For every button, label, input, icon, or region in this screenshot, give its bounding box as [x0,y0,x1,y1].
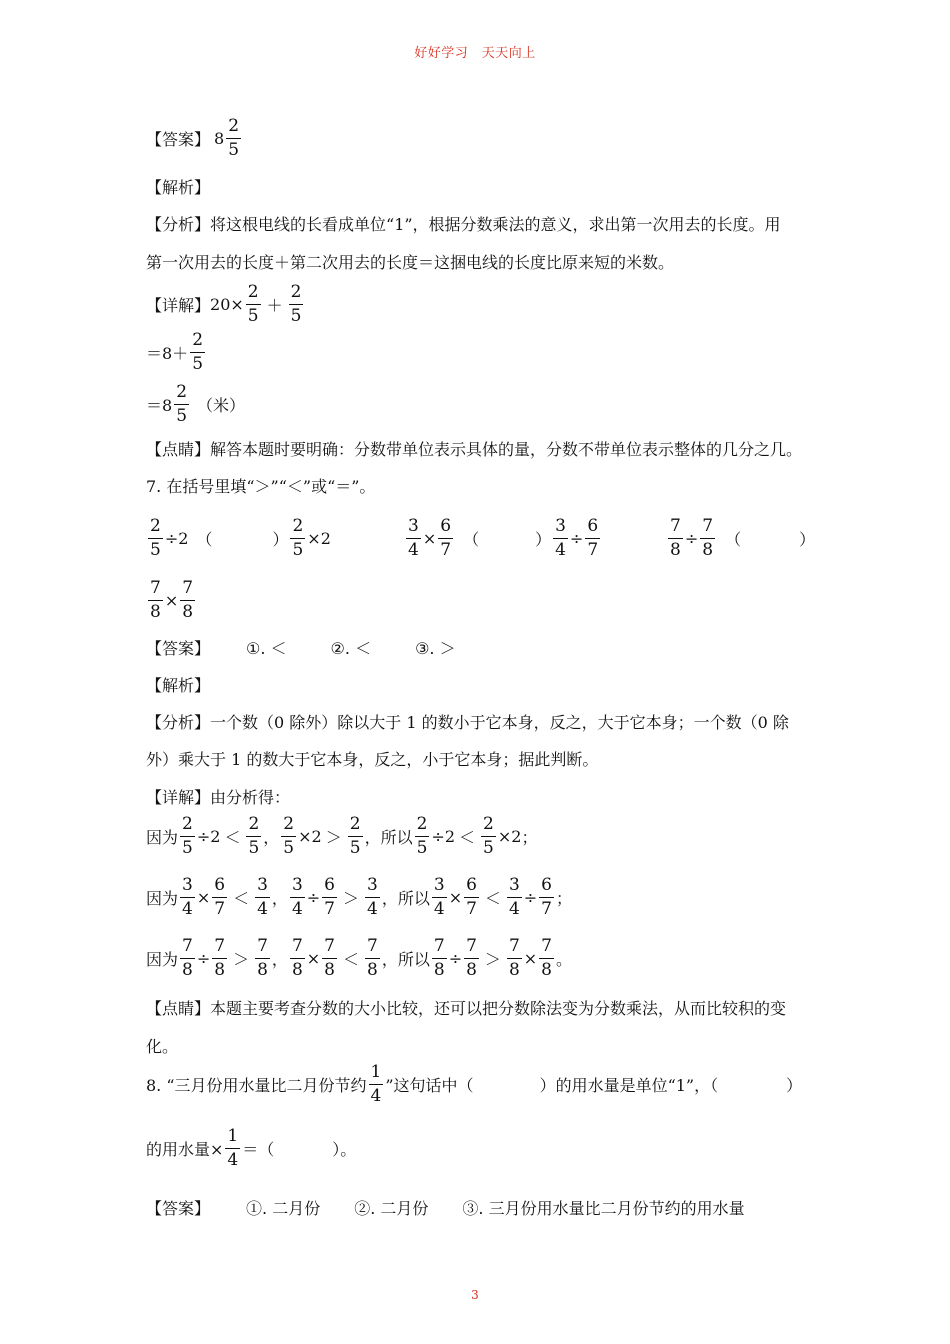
less-than-sign: ＜ [233,889,250,908]
q8-text-e: 的用水量× [146,1140,224,1159]
because-text: 因为 [146,889,179,908]
numerator: 2 [180,816,195,837]
q8-answer [146,1196,745,1219]
fraction [180,580,195,621]
so-text: ，所以 [381,889,430,908]
operator: ÷ [569,529,584,548]
answer-2: ②. 二月份 [354,1199,429,1218]
numerator: 2 [148,518,163,539]
numerator: 7 [212,938,227,959]
step3-frac [174,384,189,425]
dianjing-text: 解答本题时要明确：分数带单位表示具体的量，分数不带单位表示整体的几分之几。 [210,440,803,459]
q8-line1 [146,1064,802,1105]
so-text: ，所以 [381,950,430,969]
xiangjie-label: 【详解】 [146,296,211,315]
reason-row-3 [146,938,572,979]
denominator: 8 [466,960,477,980]
fraction [668,518,683,559]
step1-expr: 20× [210,295,244,314]
fraction [539,877,554,918]
period: 。 [556,950,573,969]
numerator: 2 [246,816,261,837]
greater-than-sign: ＞ [233,950,250,969]
fraction [148,580,163,621]
operator: ×2 [298,827,322,846]
numerator: 7 [507,938,522,959]
fraction [180,816,195,857]
fraction [281,816,296,857]
fraction [432,877,447,918]
denominator: 5 [349,838,361,858]
q7-answer [146,636,456,659]
fraction [700,518,715,559]
fenxi-text: 将这根电线的长看成单位“1”，根据分数乘法的意义，求出第一次用去的长度。用 [210,215,781,234]
denominator: 8 [433,960,445,980]
fraction [539,938,554,979]
answer-label: 【答案】 [146,639,211,658]
denominator: 5 [248,838,260,858]
fraction [180,877,195,918]
fraction [481,816,496,857]
denominator: 7 [466,899,477,919]
fraction [406,518,421,559]
numerator: 3 [290,877,305,898]
greater-than-sign: ＞ [484,950,501,969]
q6-step1 [146,284,305,325]
denominator: 5 [192,354,204,374]
denominator: 4 [182,899,193,919]
step3-expr: ＝8 [146,396,173,415]
operator: ÷ [523,888,538,907]
step2-frac [190,332,205,373]
answer-label: 【答案】 [146,1199,211,1218]
operator: × [306,949,321,968]
right-paren: ） [799,530,816,549]
q7-fenxi-line1 [146,710,789,733]
denominator: 7 [440,540,452,560]
denominator: 8 [291,960,303,980]
q6-step3 [146,384,245,425]
fraction [290,877,305,918]
fraction [180,938,195,979]
numerator: 2 [246,284,261,305]
denominator: 8 [257,960,268,980]
numerator: 7 [539,938,554,959]
fenxi-label: 【分析】 [146,713,211,732]
numerator: 2 [348,816,363,837]
fraction [212,877,227,918]
denominator: 5 [483,838,494,858]
numerator: 7 [668,518,683,539]
numerator: 6 [212,877,227,898]
q8-text-b: ”这句话中（ [385,1076,474,1095]
denominator: 4 [508,899,520,919]
numerator: 3 [432,877,447,898]
left-paren: （ [725,530,742,549]
fraction [365,938,380,979]
operator: ÷2 [431,827,455,846]
numerator: 2 [174,384,189,405]
denominator: 5 [150,540,161,560]
denominator: 4 [291,899,303,919]
fraction [585,518,600,559]
step1-frac2 [289,284,304,325]
right-paren: ） [272,530,289,549]
numerator: 6 [464,877,479,898]
fraction [553,518,568,559]
denominator: 7 [324,899,335,919]
fraction [322,938,337,979]
denominator: 5 [283,838,295,858]
answer-fraction [226,118,241,159]
denominator: 8 [182,960,193,980]
dianjing-label: 【点睛】 [146,440,211,459]
fraction [507,877,522,918]
q6-jiexi: 【解析】 [146,178,211,197]
less-than-sign: ＜ [343,950,360,969]
denominator: 8 [702,540,714,560]
operator: × [196,888,211,907]
left-paren: （ [196,530,213,549]
xiangjie-text: 由分析得： [210,788,291,807]
numerator: 7 [365,938,380,959]
numerator: 2 [289,284,304,305]
fraction [369,1064,384,1105]
operator: × [523,949,538,968]
q8-line2 [146,1128,356,1169]
operator: × [164,591,179,610]
q8-text-d: ） [786,1076,803,1095]
denominator: 8 [670,540,681,560]
dianjing-label: 【点睛】 [146,999,211,1018]
fraction [225,1128,240,1169]
numerator: 2 [226,118,241,139]
denominator: 5 [416,838,428,858]
answer-3: ③. 三月份用水量比二月份节约的用水量 [462,1199,745,1218]
fraction [290,938,305,979]
operator: × [422,529,437,548]
page-number: 3 [471,1288,479,1302]
numerator: 2 [190,332,205,353]
fraction [322,877,337,918]
numerator: 7 [322,938,337,959]
numerator: 2 [281,816,296,837]
denominator: 5 [247,306,259,326]
operator: ÷ [684,529,699,548]
less-than-sign: ＜ [484,889,501,908]
numerator: 6 [585,518,600,539]
numerator: 3 [553,518,568,539]
numerator: 1 [369,1064,384,1085]
numerator: 7 [290,938,305,959]
q7-jiexi: 【解析】 [146,676,211,695]
because-text: 因为 [146,950,179,969]
denominator: 4 [257,899,268,919]
numerator: 3 [180,877,195,898]
q8-text-g: ）。 [332,1140,357,1159]
numerator: 7 [464,938,479,959]
denominator: 5 [176,406,188,426]
right-paren: ） [535,530,552,549]
numerator: 7 [432,938,447,959]
fraction [464,877,479,918]
denominator: 5 [292,540,304,560]
denominator: 5 [290,306,302,326]
answer-3: ③. ＞ [415,639,456,658]
q7-title: 7. 在括号里填“＞”“＜”或“＝”。 [146,477,376,496]
q6-fenxi-line1 [146,212,781,235]
operator: ÷2 [164,529,189,548]
xiangjie-label: 【详解】 [146,788,211,807]
numerator: 7 [148,580,163,601]
operator: ×2 [497,827,522,846]
q7-fenxi-line2: 外）乘大于 1 的数大于它本身，反之，小于它本身；据此判断。 [146,750,599,769]
page-header: 好好学习 天天向上 [414,46,536,61]
numerator: 2 [415,816,430,837]
denominator: 4 [555,540,566,560]
denominator: 8 [324,960,335,980]
fraction [290,518,305,559]
denominator: 8 [182,602,194,622]
denominator: 8 [214,960,226,980]
dianjing-text: 本题主要考查分数的大小比较，还可以把分数除法变为分数乘法，从而比较积的变 [210,999,787,1018]
q7-item-2 [404,518,602,559]
q6-fenxi-line2: 第一次用去的长度＋第二次用去的长度＝这捆电线的长度比原来短的米数。 [146,253,675,272]
numerator: 6 [438,518,453,539]
fraction [507,938,522,979]
q7-dianjing-line1 [146,996,786,1019]
numerator: 2 [481,816,496,837]
denominator: 4 [370,1086,382,1106]
fraction [246,816,261,857]
denominator: 4 [408,540,419,560]
denominator: 7 [214,899,226,919]
operator: ×2 [307,529,331,548]
answer-1: ①. 二月份 [246,1199,321,1218]
q8-text-f: ＝（ [242,1140,275,1159]
q7-dianjing-line2: 化。 [146,1037,179,1056]
denominator: 7 [541,899,552,919]
semicolon: ； [556,889,573,908]
answer-label: 【答案】 [146,130,211,149]
numerator: 7 [180,938,195,959]
numerator: 3 [365,877,380,898]
numerator: 3 [507,877,522,898]
operator: ÷ [196,949,211,968]
less-than-sign: ＜ [459,828,476,847]
q6-dianjing [146,437,802,460]
q7-item-3 [666,518,815,559]
comma: ， [271,889,288,908]
fraction [212,938,227,979]
q7-item-1 [146,518,331,559]
q6-step2 [146,332,207,373]
so-text: ，所以 [364,828,413,847]
reason-row-1 [146,816,537,857]
denominator: 5 [228,140,240,160]
greater-than-sign: ＞ [343,889,360,908]
answer-whole: 8 [214,129,225,148]
fenxi-text: 一个数（0 除外）除以大于 1 的数小于它本身，反之，大于它本身；一个数（0 除 [210,713,789,732]
fraction [365,877,380,918]
left-paren: （ [463,530,480,549]
denominator: 8 [367,960,378,980]
denominator: 8 [508,960,520,980]
comma: ， [263,828,280,847]
q8-text-a: 8. “三月份用水量比二月份节约 [146,1076,367,1095]
less-than-sign: ＜ [224,828,241,847]
denominator: 8 [150,602,161,622]
plus-sign: ＋ [266,296,283,315]
q7-item-3-right [146,580,197,621]
numerator: 2 [290,518,305,539]
denominator: 5 [182,838,193,858]
q7-xiangjie [146,785,290,808]
denominator: 4 [227,1150,239,1170]
numerator: 6 [322,877,337,898]
fraction [255,938,270,979]
operator: × [448,888,463,907]
numerator: 1 [225,1128,240,1149]
fraction [348,816,363,857]
numerator: 7 [180,580,195,601]
fraction [148,518,163,559]
fraction [432,938,447,979]
q6-answer [146,118,243,159]
step2-expr: ＝8＋ [146,344,189,363]
comma: ， [271,950,288,969]
fenxi-label: 【分析】 [146,215,211,234]
operator: ÷ [448,949,463,968]
denominator: 4 [367,899,378,919]
numerator: 7 [255,938,270,959]
reason-row-2 [146,877,572,918]
answer-2: ②. ＜ [330,639,372,658]
numerator: 7 [700,518,715,539]
because-text: 因为 [146,828,179,847]
operator: ÷2 [196,827,221,846]
denominator: 8 [541,960,552,980]
fraction [415,816,430,857]
numerator: 3 [255,877,270,898]
fraction [464,938,479,979]
denominator: 7 [587,540,599,560]
q8-text-c: ）的用水量是单位“1”，（ [539,1076,719,1095]
unit: （米） [197,396,246,415]
fraction [255,877,270,918]
greater-than-sign: ＞ [325,828,342,847]
fraction [438,518,453,559]
semicolon: ； [521,828,538,847]
answer-1: ①. ＜ [246,639,287,658]
step1-frac1 [246,284,261,325]
numerator: 3 [406,518,421,539]
numerator: 6 [539,877,554,898]
denominator: 4 [433,899,445,919]
operator: ÷ [306,888,321,907]
